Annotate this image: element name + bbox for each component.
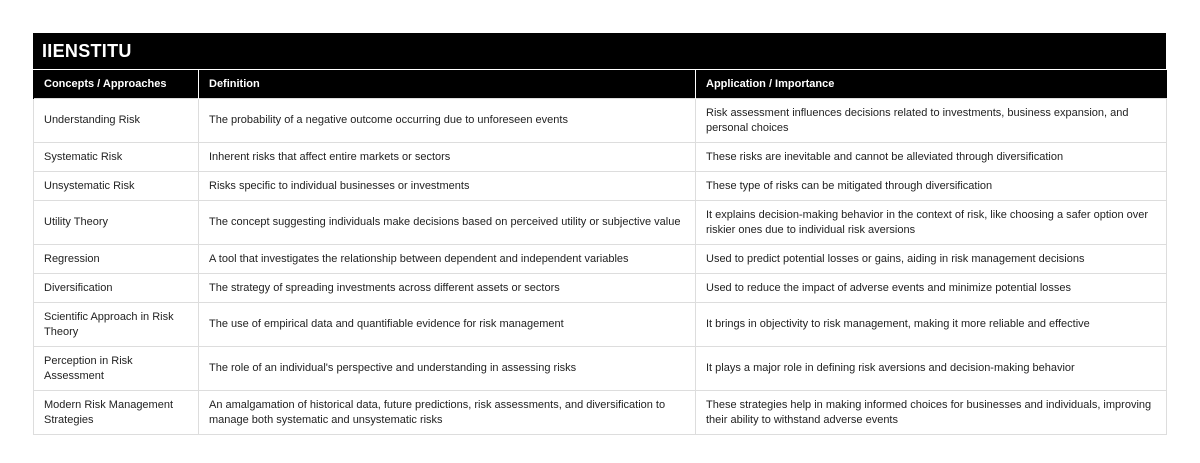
table-row (34, 99, 1167, 143)
concept-cell: Perception in Risk Assessment (34, 347, 199, 391)
concept-cell: Diversification (34, 274, 199, 303)
application-cell: These risks are inevitable and cannot be alleviated through diversification (696, 143, 1167, 172)
concept-cell: Modern Risk Management Strategies (34, 391, 199, 435)
concept-cell: Regression (34, 245, 199, 274)
definition-cell: The probability of a negative outcome occurring due to unforeseen events (199, 99, 696, 143)
table-row (34, 143, 1167, 172)
definition-cell: A tool that investigates the relationship between dependent and independent variables (199, 245, 696, 274)
table-row (34, 303, 1167, 347)
application-cell: These strategies help in making informed choices for businesses and individuals, improving their ability to withstand adverse events (696, 391, 1167, 435)
application-cell: It explains decision-making behavior in the context of risk, like choosing a safer option over riskier ones due to individual risk aversions (696, 201, 1167, 245)
definition-cell: An amalgamation of historical data, future predictions, risk assessments, and diversification to manage both systematic and unsystematic risks (199, 391, 696, 435)
application-cell: These type of risks can be mitigated through diversification (696, 172, 1167, 201)
application-cell: Used to predict potential losses or gains, aiding in risk management decisions (696, 245, 1167, 274)
concept-cell: Understanding Risk (34, 99, 199, 143)
table-row (34, 274, 1167, 303)
table-row (34, 347, 1167, 391)
application-cell: Risk assessment influences decisions related to investments, business expansion, and personal choices (696, 99, 1167, 143)
header-concepts: Concepts / Approaches (34, 70, 199, 99)
definition-cell: The use of empirical data and quantifiable evidence for risk management (199, 303, 696, 347)
header-application: Application / Importance (696, 70, 1167, 99)
definition-cell: The strategy of spreading investments across different assets or sectors (199, 274, 696, 303)
definition-cell: The concept suggesting individuals make decisions based on perceived utility or subjective value (199, 201, 696, 245)
header-row (34, 70, 1167, 99)
application-cell: It brings in objectivity to risk management, making it more reliable and effective (696, 303, 1167, 347)
application-cell: Used to reduce the impact of adverse events and minimize potential losses (696, 274, 1167, 303)
table-container (33, 33, 1166, 435)
brand-title: IIENSTITU (33, 33, 1166, 69)
concept-cell: Systematic Risk (34, 143, 199, 172)
definition-cell: Inherent risks that affect entire markets or sectors (199, 143, 696, 172)
table-row (34, 172, 1167, 201)
table-row (34, 245, 1167, 274)
table-row (34, 391, 1167, 435)
concept-cell: Scientific Approach in Risk Theory (34, 303, 199, 347)
definition-cell: Risks specific to individual businesses or investments (199, 172, 696, 201)
table-row (34, 201, 1167, 245)
concept-cell: Utility Theory (34, 201, 199, 245)
application-cell: It plays a major role in defining risk aversions and decision-making behavior (696, 347, 1167, 391)
header-definition: Definition (199, 70, 696, 99)
concepts-table (33, 69, 1167, 435)
definition-cell: The role of an individual's perspective and understanding in assessing risks (199, 347, 696, 391)
concept-cell: Unsystematic Risk (34, 172, 199, 201)
